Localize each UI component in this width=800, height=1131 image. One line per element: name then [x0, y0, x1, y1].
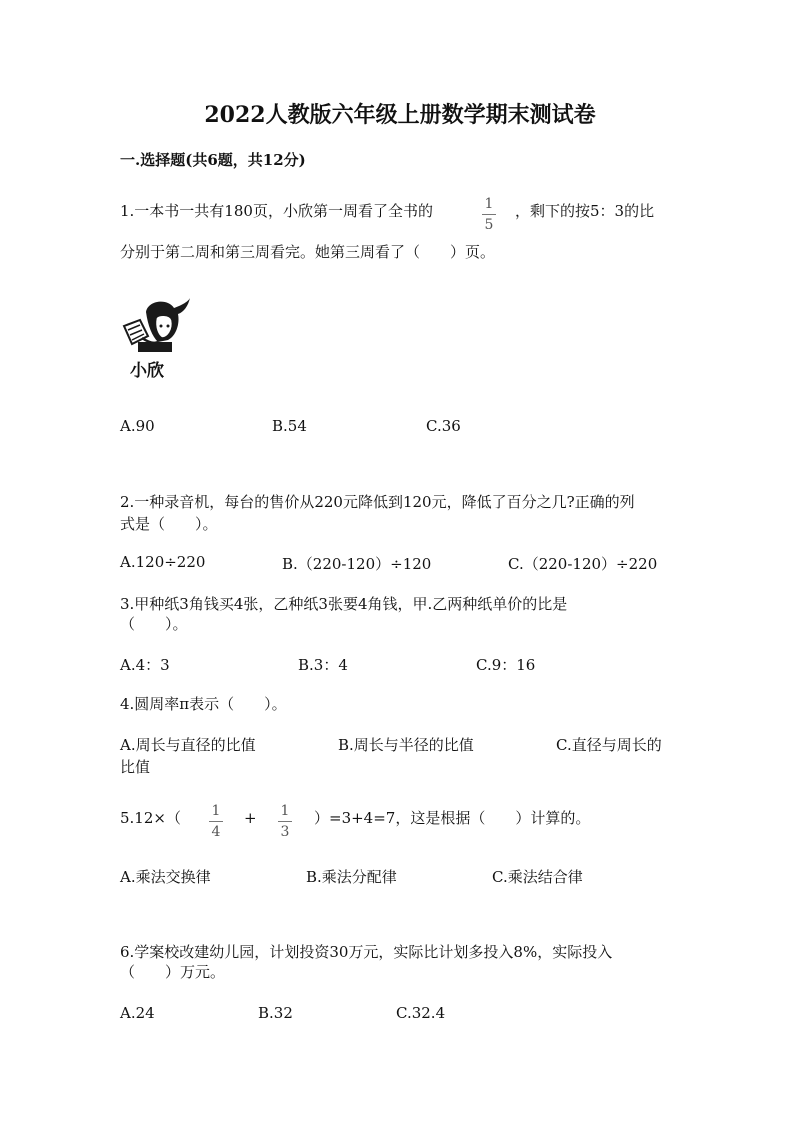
q1-option-b[interactable]: B.54: [272, 417, 307, 435]
q6-option-b[interactable]: B.32: [258, 1004, 293, 1022]
q2-option-a[interactable]: A.120÷220: [120, 553, 206, 571]
section-heading: 一.选择题(共6题，共12分): [120, 151, 306, 169]
q5-fraction-1: [207, 803, 225, 840]
q1-line1-a: 1.一本书一共有180页，小欣第一周看了全书的: [120, 202, 433, 220]
q1-option-c[interactable]: C.36: [426, 417, 461, 435]
q4-line1: 4.圆周率π表示（ ）。: [120, 695, 287, 713]
q1-fraction-numerator: 1: [484, 196, 494, 212]
image-caption: 小欣: [130, 361, 164, 381]
fraction-bar: [209, 821, 223, 822]
q2-line1: 2.一种录音机，每台的售价从220元降低到120元，降低了百分之几?正确的列: [120, 493, 635, 511]
q6-option-c[interactable]: C.32.4: [396, 1004, 446, 1022]
fraction-bar: [278, 821, 292, 822]
q2-line2: 式是（ ）。: [120, 515, 218, 533]
q5-option-c[interactable]: C.乘法结合律: [492, 868, 583, 886]
q3-line2: （ ）。: [120, 615, 188, 633]
q5-fraction-2: [276, 803, 294, 840]
q5-plus: +: [244, 809, 257, 827]
q3-option-a[interactable]: A.4：3: [120, 656, 170, 674]
q6-option-a[interactable]: A.24: [120, 1004, 155, 1022]
q5-fraction-1-numerator: 1: [211, 803, 221, 819]
q4-option-c[interactable]: C.直径与周长的: [556, 736, 662, 754]
q2-option-c[interactable]: C.（220-120）÷220: [508, 555, 658, 573]
q4-option-c-wrap: 比值: [120, 758, 151, 776]
q3-option-b[interactable]: B.3：4: [298, 656, 348, 674]
q2-option-b[interactable]: B.（220-120）÷120: [282, 555, 432, 573]
q5-option-b[interactable]: B.乘法分配律: [306, 868, 397, 886]
q5-option-a[interactable]: A.乘法交换律: [120, 868, 211, 886]
q5-fraction-2-numerator: 1: [280, 803, 290, 819]
q1-option-a[interactable]: A.90: [120, 417, 155, 435]
girl-reading-icon: [118, 296, 196, 358]
q3-line1: 3.甲种纸3角钱买4张，乙种纸3张要4角钱，甲.乙两种纸单价的比是: [120, 595, 568, 613]
q6-line1: 6.学案校改建幼儿园，计划投资30万元，实际比计划多投入8%，实际投入: [120, 943, 613, 961]
q5-fraction-2-denominator: 3: [280, 824, 290, 840]
q4-option-b[interactable]: B.周长与半径的比值: [338, 736, 474, 754]
q1-line1-b: ，剩下的按5：3的比: [515, 202, 655, 220]
reading-girl-illustration: [118, 296, 196, 381]
q5-fraction-1-denominator: 4: [211, 824, 221, 840]
q5-prefix: 5.12×（: [120, 809, 181, 827]
page-title: 2022人教版六年级上册数学期末测试卷: [204, 102, 596, 128]
q1-line2: 分别于第二周和第三周看完。她第三周看了（ ）页。: [120, 243, 496, 261]
q3-option-c[interactable]: C.9：16: [476, 656, 536, 674]
q6-line2: （ ）万元。: [120, 963, 226, 981]
q1-fraction: [480, 196, 498, 233]
fraction-bar: [482, 214, 496, 215]
q4-option-a[interactable]: A.周长与直径的比值: [120, 736, 256, 754]
q5-suffix: ）=3+4=7，这是根据（ ）计算的。: [314, 809, 591, 827]
q1-fraction-denominator: 5: [484, 217, 494, 233]
